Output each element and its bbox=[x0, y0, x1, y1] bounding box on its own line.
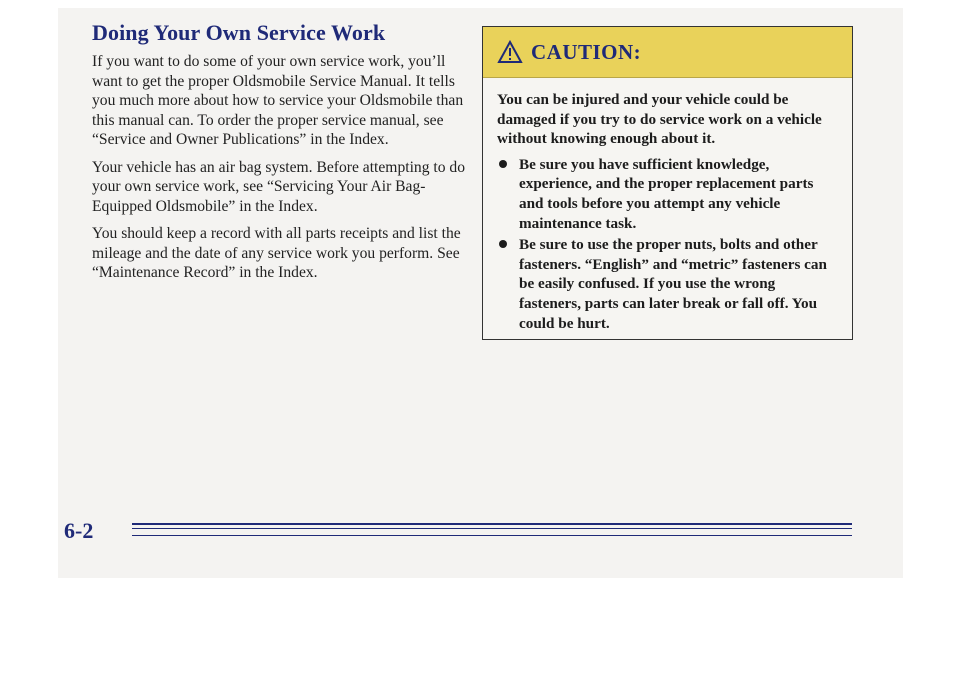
caution-bullet-text: Be sure to use the proper nuts, bolts and other fasteners. “English” and “metric” fasteners can be easily confused. If you use the wrong fasteners, parts can later break or fall off. You could be hurt. bbox=[519, 236, 827, 332]
caution-bullet-list bbox=[497, 155, 836, 333]
caution-title: CAUTION: bbox=[531, 39, 642, 64]
footer-rule-thin bbox=[132, 535, 852, 536]
paragraph-service-manual: If you want to do some of your own service work, you’ll want to get the proper Oldsmobile Service Manual. It tells you much more about how to service your Oldsmobile than this manual can. To order the proper service manual, see “Service and Owner Publications” in the Index. bbox=[92, 53, 464, 148]
warning-triangle-icon bbox=[497, 40, 523, 64]
bullet-icon bbox=[499, 160, 507, 168]
caution-bullet-text: Be sure you have sufficient knowledge, experience, and the proper replacement parts and tools before you attempt any vehicle maintenance task. bbox=[519, 155, 814, 232]
paragraph-air-bag: Your vehicle has an air bag system. Before attempting to do your own service work, see “Servicing Your Air Bag-Equipped Oldsmobile” in the Index. bbox=[92, 158, 466, 215]
caution-bullet-item bbox=[497, 155, 836, 233]
page-number: 6-2 bbox=[64, 518, 94, 543]
caution-header bbox=[483, 27, 852, 78]
body-text bbox=[92, 52, 467, 291]
section-heading: Doing Your Own Service Work bbox=[92, 20, 386, 45]
paragraph-maintenance-record: You should keep a record with all parts receipts and list the mileage and the date of any service work you perform. See “Maintenance Record” in the Index. bbox=[92, 225, 461, 281]
footer-rule bbox=[132, 523, 852, 529]
bullet-icon bbox=[499, 240, 507, 248]
caution-intro: You can be injured and your vehicle could be damaged if you try to do service work on a vehicle without knowing enough about it. bbox=[497, 91, 822, 148]
caution-box bbox=[482, 26, 853, 340]
caution-body bbox=[483, 78, 852, 333]
caution-bullet-item bbox=[497, 235, 836, 333]
